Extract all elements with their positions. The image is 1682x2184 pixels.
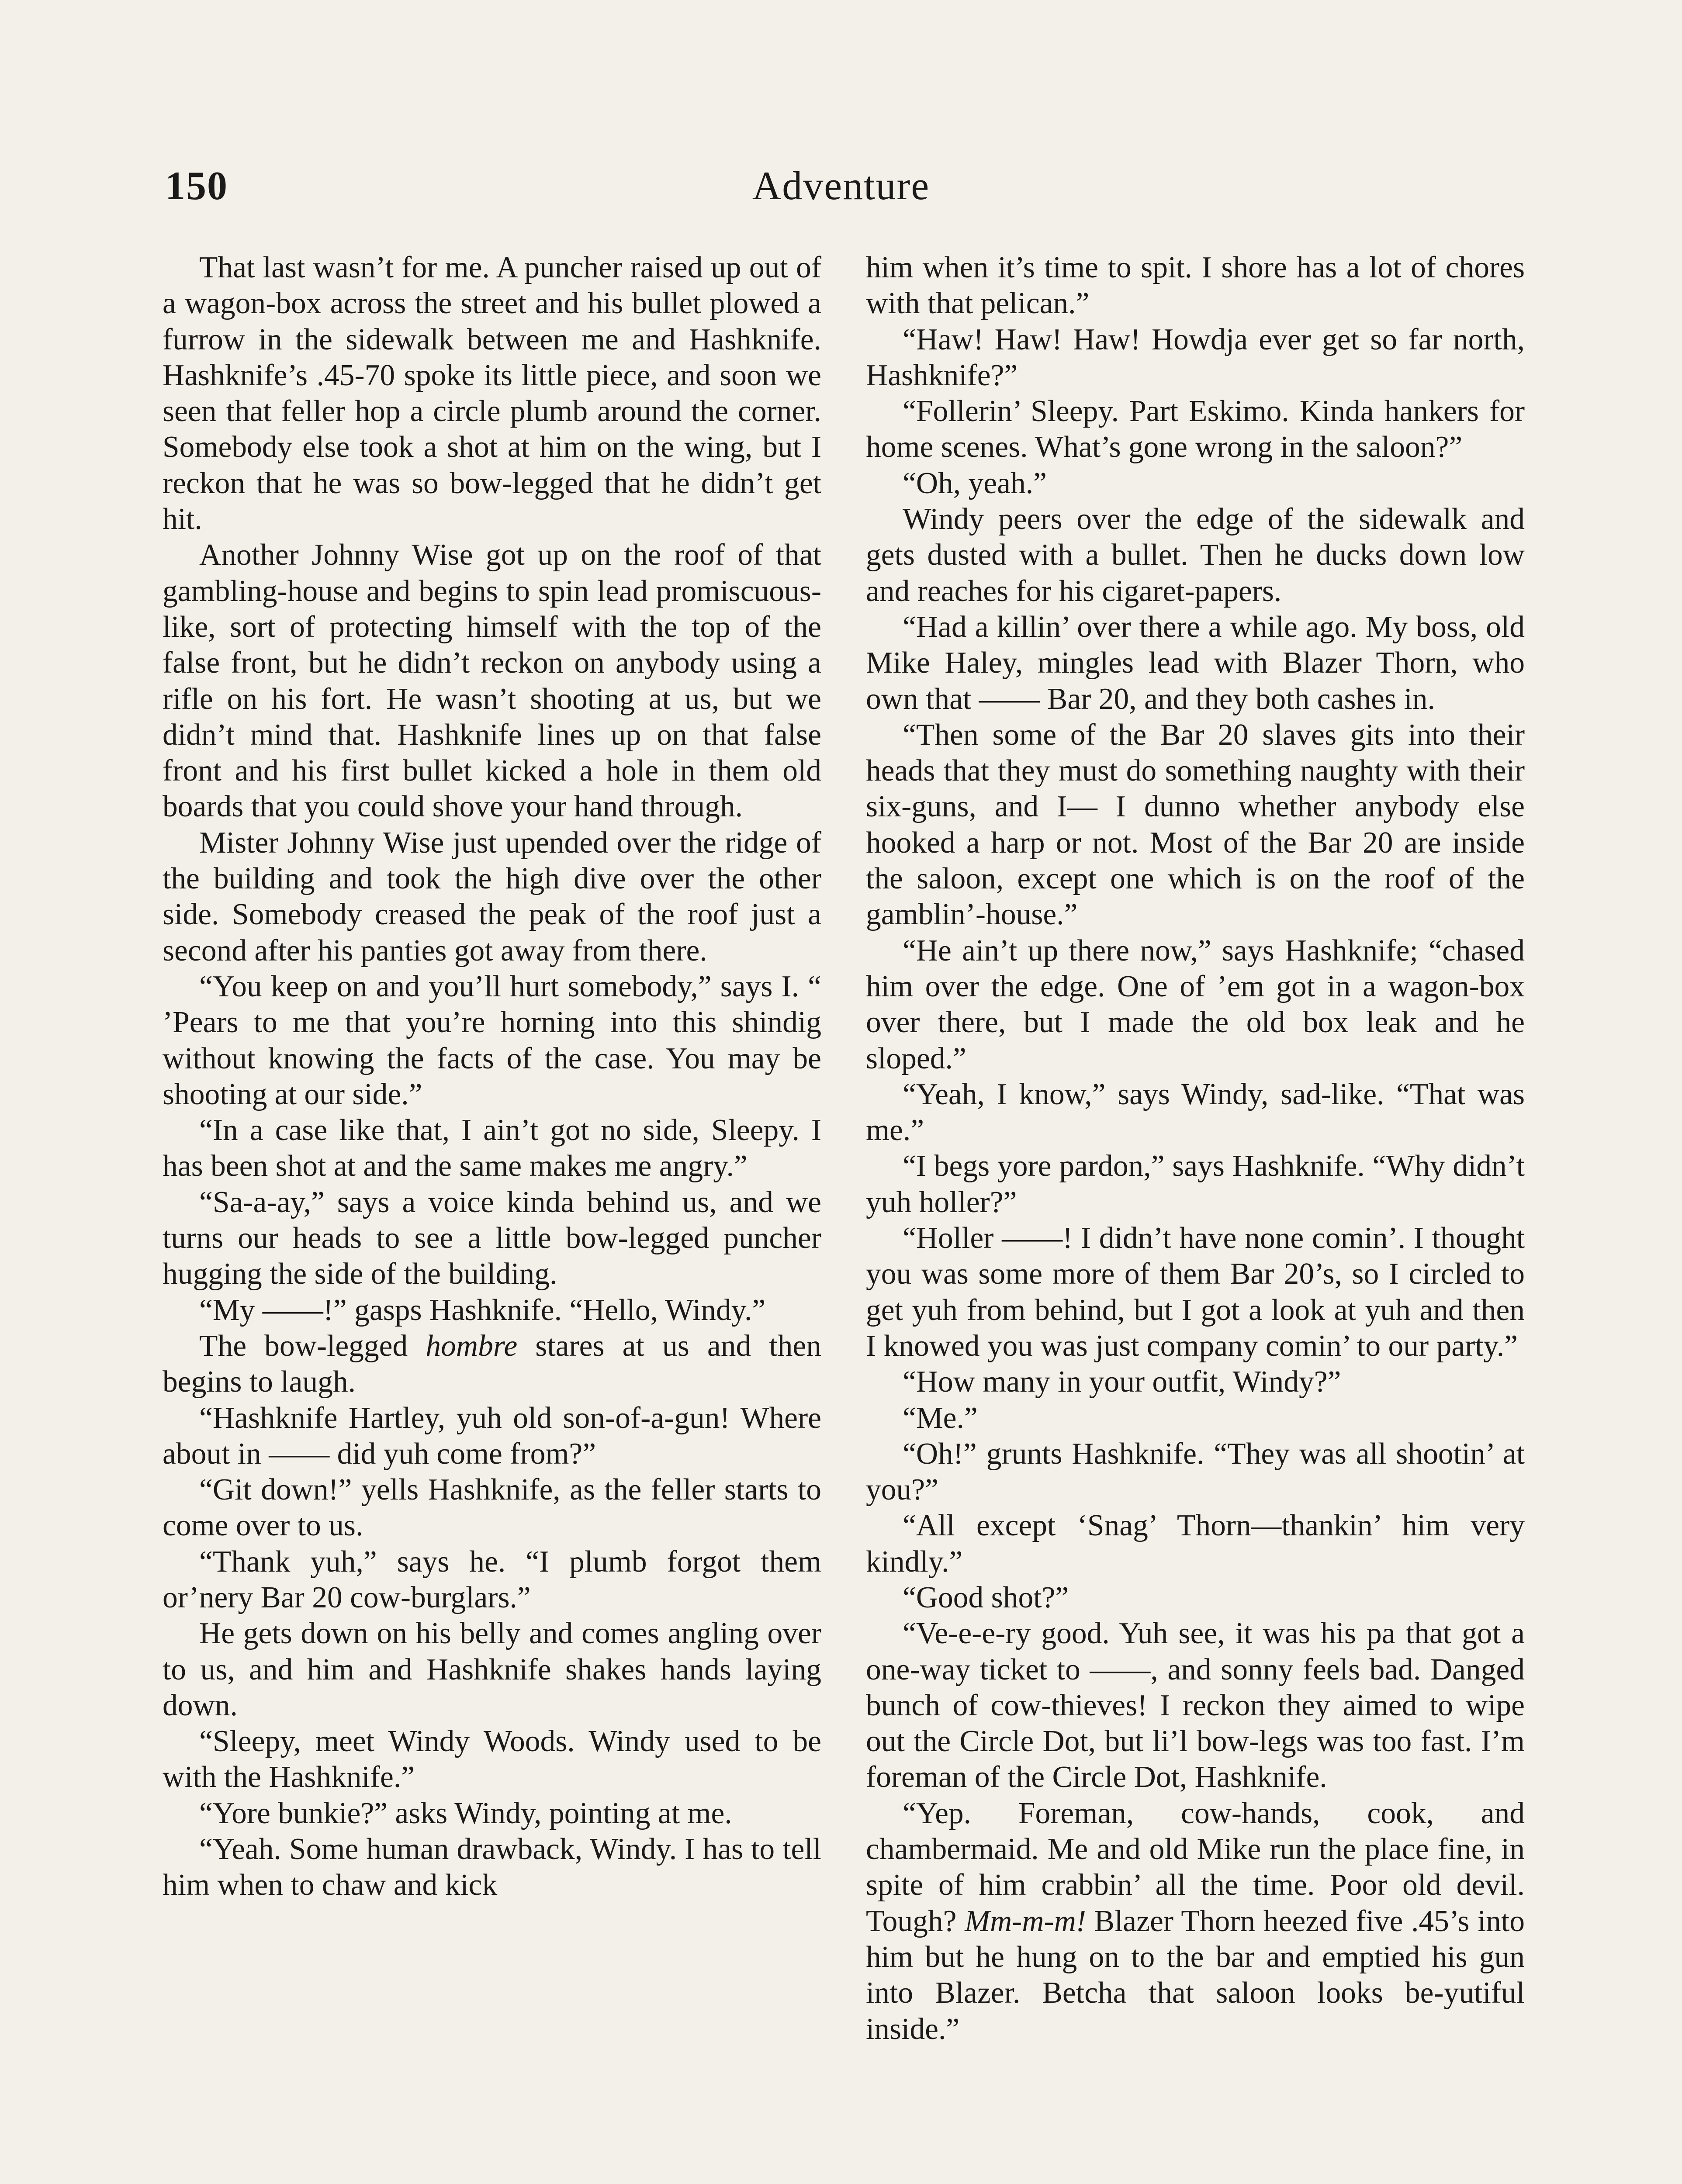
paragraph: Windy peers over the edge of the sidewalk and gets dusted with a bullet. Then he ducks down low and reaches for his cigaret-papers.: [866, 502, 1525, 608]
paragraph: “Oh, yeah.”: [903, 466, 1047, 500]
paragraph: “Holler ——! I didn’t have none comin’. I thought you was some more of them Bar 20’s, so I circled to get yuh from behind, but I got a look at yuh and then I knowed you was just company comin’ to our party.”: [866, 1221, 1525, 1363]
paragraph: “I begs yore pardon,” says Hashknife. “Why didn’t yuh holler?”: [866, 1149, 1525, 1219]
paragraph: Another Johnny Wise got up on the roof of that gambling-house and begins to spin lead promiscuous-like, sort of protecting himself with the top of the false front, but he didn’t reckon on anybody using a rifle on his fort. He wasn’t shooting at us, but we didn’t mind that. Hashknife lines up on that false front and his first bullet kicked a hole in them old boards that you could shove your hand through.: [163, 538, 821, 824]
paragraph: “Thank yuh,” says he. “I plumb forgot them or’nery Bar 20 cow-burglars.”: [163, 1545, 821, 1614]
left-column: [163, 250, 821, 1904]
paragraph: “Then some of the Bar 20 slaves gits into their heads that they must do something naughty with their six-guns, and I— I dunno whether anybody else hooked a harp or not. Most of the Bar 20 are inside the saloon, except one which is on the roof of the gamblin’-house.”: [866, 718, 1525, 932]
paragraph: “You keep on and you’ll hurt somebody,” says I. “ ’Pears to me that you’re horning into this shindig without knowing the facts of the case. You may be shooting at our side.”: [163, 969, 821, 1111]
paragraph: “Yep. Foreman, cow-hands, cook, and chambermaid. Me and old Mike run the place fine, in spite of him crabbin’ all the time. Poor old devil. Tough? Mm-m-m! Blazer Thorn heezed five .45’s into him but he hung on to the bar and emptied his gun into Blazer. Betcha that saloon looks be-yutiful inside.”: [866, 1796, 1525, 2046]
paragraph: “Me.”: [903, 1401, 978, 1435]
paragraph: “He ain’t up there now,” says Hashknife; “chased him over the edge. One of ’em got in a wagon-box over there, but I made the old box leak and he sloped.”: [866, 933, 1525, 1075]
paragraph: “Yeah. Some human drawback, Windy. I has to tell him when to chaw and kick: [163, 1832, 821, 1902]
paragraph: Mister Johnny Wise just upended over the ridge of the building and took the high dive over the other side. Somebody creased the peak of the roof just a second after his panties got away from there.: [163, 826, 821, 968]
paragraph: “In a case like that, I ain’t got no side, Sleepy. I has been shot at and the same makes me angry.”: [163, 1113, 821, 1183]
paragraph: “Hashknife Hartley, yuh old son-of-a-gun! Where about in —— did yuh come from?”: [163, 1401, 821, 1471]
paragraph: “My ——!” gasps Hashknife. “Hello, Windy.”: [199, 1293, 766, 1327]
paragraph: “Good shot?”: [903, 1580, 1069, 1614]
paragraph: The bow-legged hombre stares at us and then begins to laugh.: [163, 1329, 822, 1399]
paragraph: “All except ‘Snag’ Thorn—thankin’ him very kindly.”: [866, 1509, 1525, 1579]
paragraph: “Yore bunkie?” asks Windy, pointing at me.: [199, 1796, 732, 1830]
paragraph: “Git down!” yells Hashknife, as the feller starts to come over to us.: [163, 1473, 821, 1543]
paragraph: “How many in your outfit, Windy?”: [903, 1365, 1341, 1399]
right-column: [866, 250, 1525, 2047]
paragraph: “Had a killin’ over there a while ago. My boss, old Mike Haley, mingles lead with Blazer Thorn, who own that —— Bar 20, and they both cashes in.: [866, 610, 1525, 716]
paragraph: That last wasn’t for me. A puncher raised up out of a wagon-box across the street and his bullet plowed a furrow in the sidewalk between me and Hashknife. Hashknife’s .45-70 spoke its little piece, and soon we seen that feller hop a circle plumb around the corner. Somebody else took a shot at him on the wing, but I reckon that he was so bow-legged that he didn’t get hit.: [163, 251, 821, 536]
paragraph: “Sa-a-ay,” says a voice kinda behind us, and we turns our heads to see a little bow-legged puncher hugging the side of the building.: [163, 1185, 821, 1291]
paragraph: him when it’s time to spit. I shore has a lot of chores with that pelican.”: [866, 251, 1525, 321]
paragraph: “Yeah, I know,” says Windy, sad-like. “That was me.”: [866, 1077, 1525, 1147]
paragraph: “Ve-e-e-ry good. Yuh see, it was his pa that got a one-way ticket to ——, and sonny feels bad. Danged bunch of cow-thieves! I reckon they aimed to wipe out the Circle Dot, but li’l bow-legs was too fast. I’m foreman of the Circle Dot, Hashknife.: [866, 1617, 1525, 1794]
paragraph: “Oh!” grunts Hashknife. “They was all shootin’ at you?”: [866, 1437, 1525, 1507]
running-head: Adventure: [752, 163, 930, 208]
paragraph: “Sleepy, meet Windy Woods. Windy used to be with the Hashknife.”: [163, 1724, 821, 1794]
paragraph: “Haw! Haw! Haw! Howdja ever get so far north, Hashknife?”: [866, 322, 1525, 392]
paragraph: “Follerin’ Sleepy. Part Eskimo. Kinda hankers for home scenes. What’s gone wrong in the saloon?”: [866, 394, 1525, 464]
paragraph: He gets down on his belly and comes angling over to us, and him and Hashknife shakes hands laying down.: [163, 1617, 821, 1722]
page-number: 150: [165, 163, 228, 208]
